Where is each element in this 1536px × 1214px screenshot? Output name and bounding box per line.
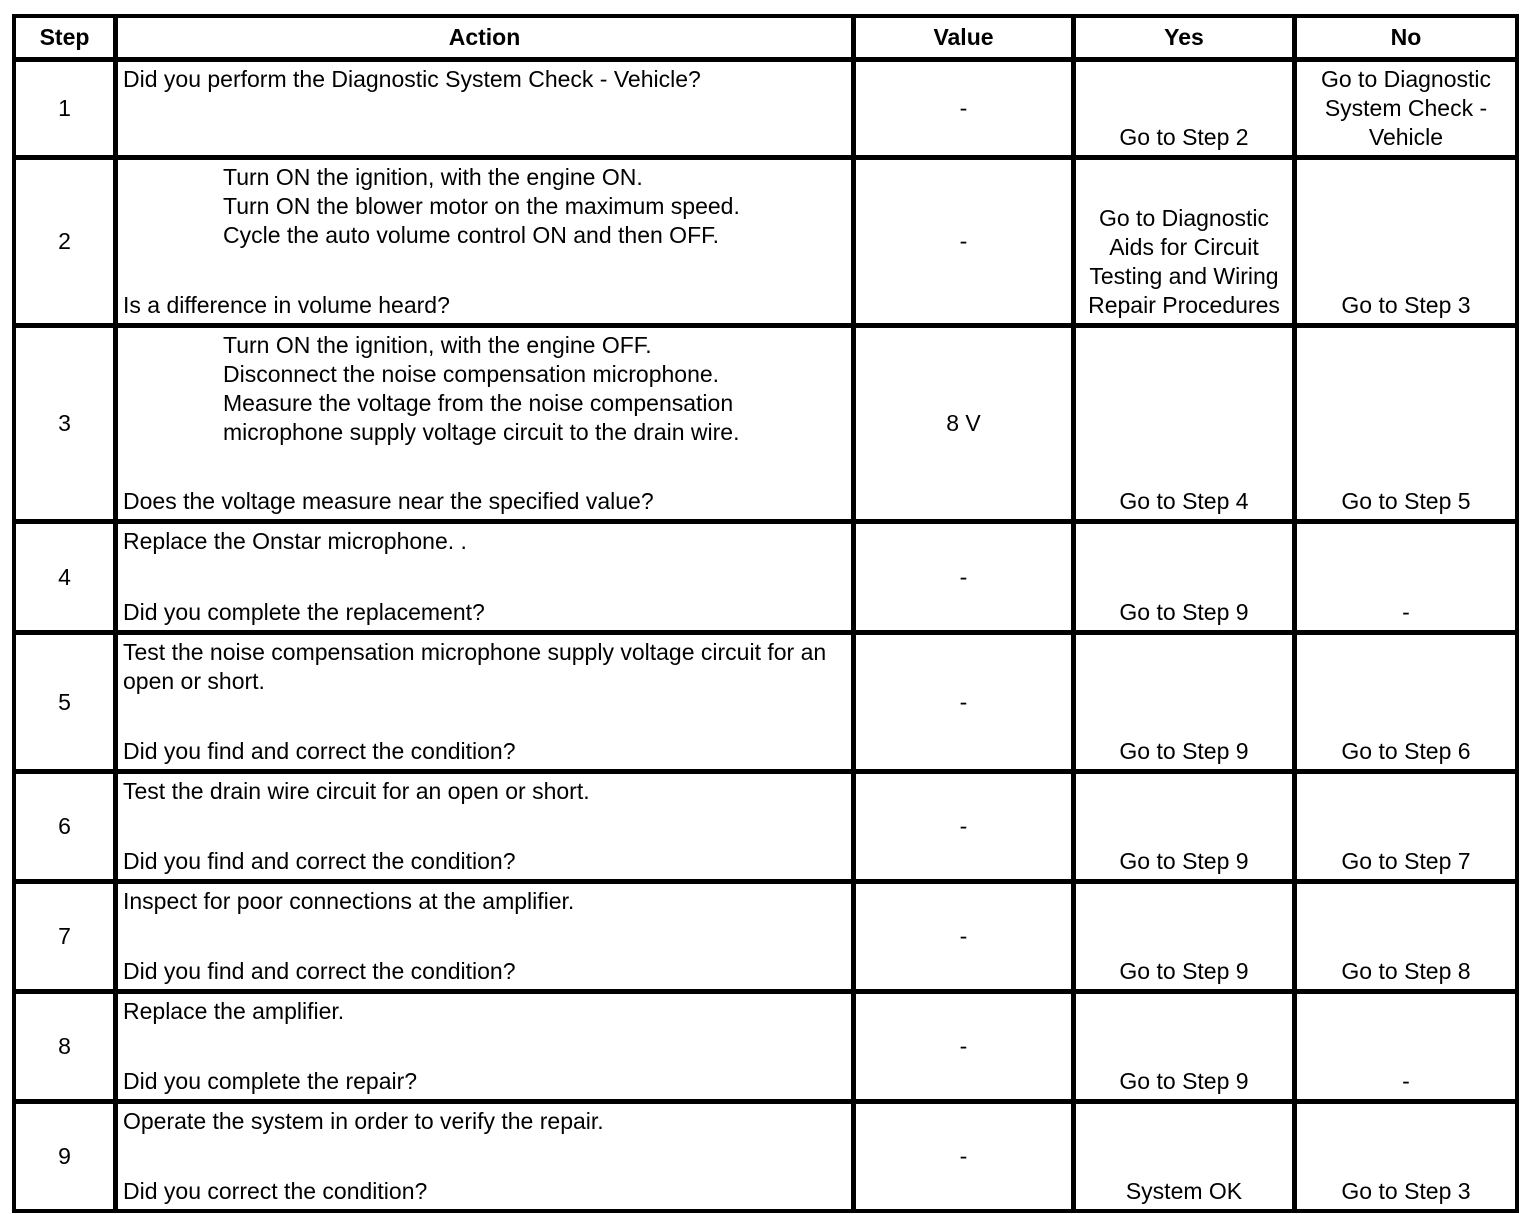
yes-cell: Go to Step 4 [1075, 327, 1296, 523]
substep-line: Turn ON the ignition, with the engine ON. [223, 164, 643, 190]
action-cell [117, 327, 855, 523]
action-substeps [123, 163, 846, 250]
yes-cell: System OK [1075, 1103, 1296, 1213]
yes-cell: Go to Step 9 [1075, 883, 1296, 993]
action-question: Did you complete the replacement? [123, 599, 485, 625]
step-number: 2 [15, 159, 117, 327]
table-row [15, 327, 1519, 523]
table-row [15, 159, 1519, 327]
table-row [15, 773, 1519, 883]
yes-cell: Go to Step 2 [1075, 61, 1296, 159]
table-row [15, 523, 1519, 634]
diagnostic-table [12, 14, 1519, 1213]
action-substeps [123, 331, 846, 447]
action-cell [117, 523, 855, 634]
no-cell: - [1296, 993, 1519, 1103]
action-cell [117, 61, 855, 159]
table-row [15, 1103, 1519, 1213]
table-row [15, 993, 1519, 1103]
action-question: Does the voltage measure near the specified value? [123, 488, 654, 514]
action-intro: Inspect for poor connections at the amplifier. [123, 888, 575, 914]
action-cell [117, 1103, 855, 1213]
header-step: Step [15, 17, 117, 61]
value-cell: 8 V [855, 327, 1075, 523]
action-intro: Replace the Onstar microphone. . [123, 528, 467, 554]
action-intro: Replace the amplifier. [123, 998, 345, 1024]
substep-line: Measure the voltage from the noise compensation [223, 390, 734, 416]
action-cell [117, 159, 855, 327]
step-number: 1 [15, 61, 117, 159]
action-question: Did you complete the repair? [123, 1068, 418, 1094]
value-cell: - [855, 993, 1075, 1103]
value-cell: - [855, 523, 1075, 634]
action-question: Is a difference in volume heard? [123, 292, 450, 318]
substep-line: Cycle the auto volume control ON and then OFF. [223, 222, 720, 248]
no-cell: Go to Step 8 [1296, 883, 1519, 993]
step-number: 6 [15, 773, 117, 883]
value-cell: - [855, 61, 1075, 159]
action-intro: Test the noise compensation microphone supply voltage circuit for an open or short. [123, 639, 827, 694]
action-intro: Test the drain wire circuit for an open or short. [123, 778, 590, 804]
step-number: 7 [15, 883, 117, 993]
step-number: 4 [15, 523, 117, 634]
value-cell: - [855, 883, 1075, 993]
action-cell [117, 634, 855, 773]
action-question: Did you find and correct the condition? [123, 738, 516, 764]
header-yes: Yes [1075, 17, 1296, 61]
table-row [15, 634, 1519, 773]
no-cell: Go to Step 3 [1296, 159, 1519, 327]
no-cell: Go to Step 6 [1296, 634, 1519, 773]
substep-line: Turn ON the ignition, with the engine OFF. [223, 332, 652, 358]
action-cell [117, 773, 855, 883]
value-cell: - [855, 159, 1075, 327]
step-number: 5 [15, 634, 117, 773]
no-cell: Go to Step 3 [1296, 1103, 1519, 1213]
value-cell: - [855, 634, 1075, 773]
step-number: 3 [15, 327, 117, 523]
action-question: Did you correct the condition? [123, 1178, 428, 1204]
yes-cell: Go to Step 9 [1075, 634, 1296, 773]
header-no: No [1296, 17, 1519, 61]
step-number: 8 [15, 993, 117, 1103]
value-cell: - [855, 773, 1075, 883]
no-cell: Go to Diagnostic System Check - Vehicle [1296, 61, 1519, 159]
action-cell [117, 993, 855, 1103]
yes-cell: Go to Diagnostic Aids for Circuit Testing and Wiring Repair Procedures [1075, 159, 1296, 327]
action-question: Did you find and correct the condition? [123, 958, 516, 984]
no-cell: Go to Step 5 [1296, 327, 1519, 523]
header-row [15, 17, 1519, 61]
action-cell [117, 883, 855, 993]
substep-line: microphone supply voltage circuit to the drain wire. [223, 419, 740, 445]
action-intro: Operate the system in order to verify the repair. [123, 1108, 604, 1134]
substep-line: Turn ON the blower motor on the maximum speed. [223, 193, 740, 219]
table-row [15, 61, 1519, 159]
yes-cell: Go to Step 9 [1075, 993, 1296, 1103]
value-cell: - [855, 1103, 1075, 1213]
action-intro: Did you perform the Diagnostic System Check - Vehicle? [123, 66, 701, 92]
yes-cell: Go to Step 9 [1075, 773, 1296, 883]
step-number: 9 [15, 1103, 117, 1213]
no-cell: Go to Step 7 [1296, 773, 1519, 883]
header-action: Action [117, 17, 855, 61]
yes-cell: Go to Step 9 [1075, 523, 1296, 634]
header-value: Value [855, 17, 1075, 61]
action-question: Did you find and correct the condition? [123, 848, 516, 874]
substep-line: Disconnect the noise compensation microphone. [223, 361, 720, 387]
table-row [15, 883, 1519, 993]
no-cell: - [1296, 523, 1519, 634]
